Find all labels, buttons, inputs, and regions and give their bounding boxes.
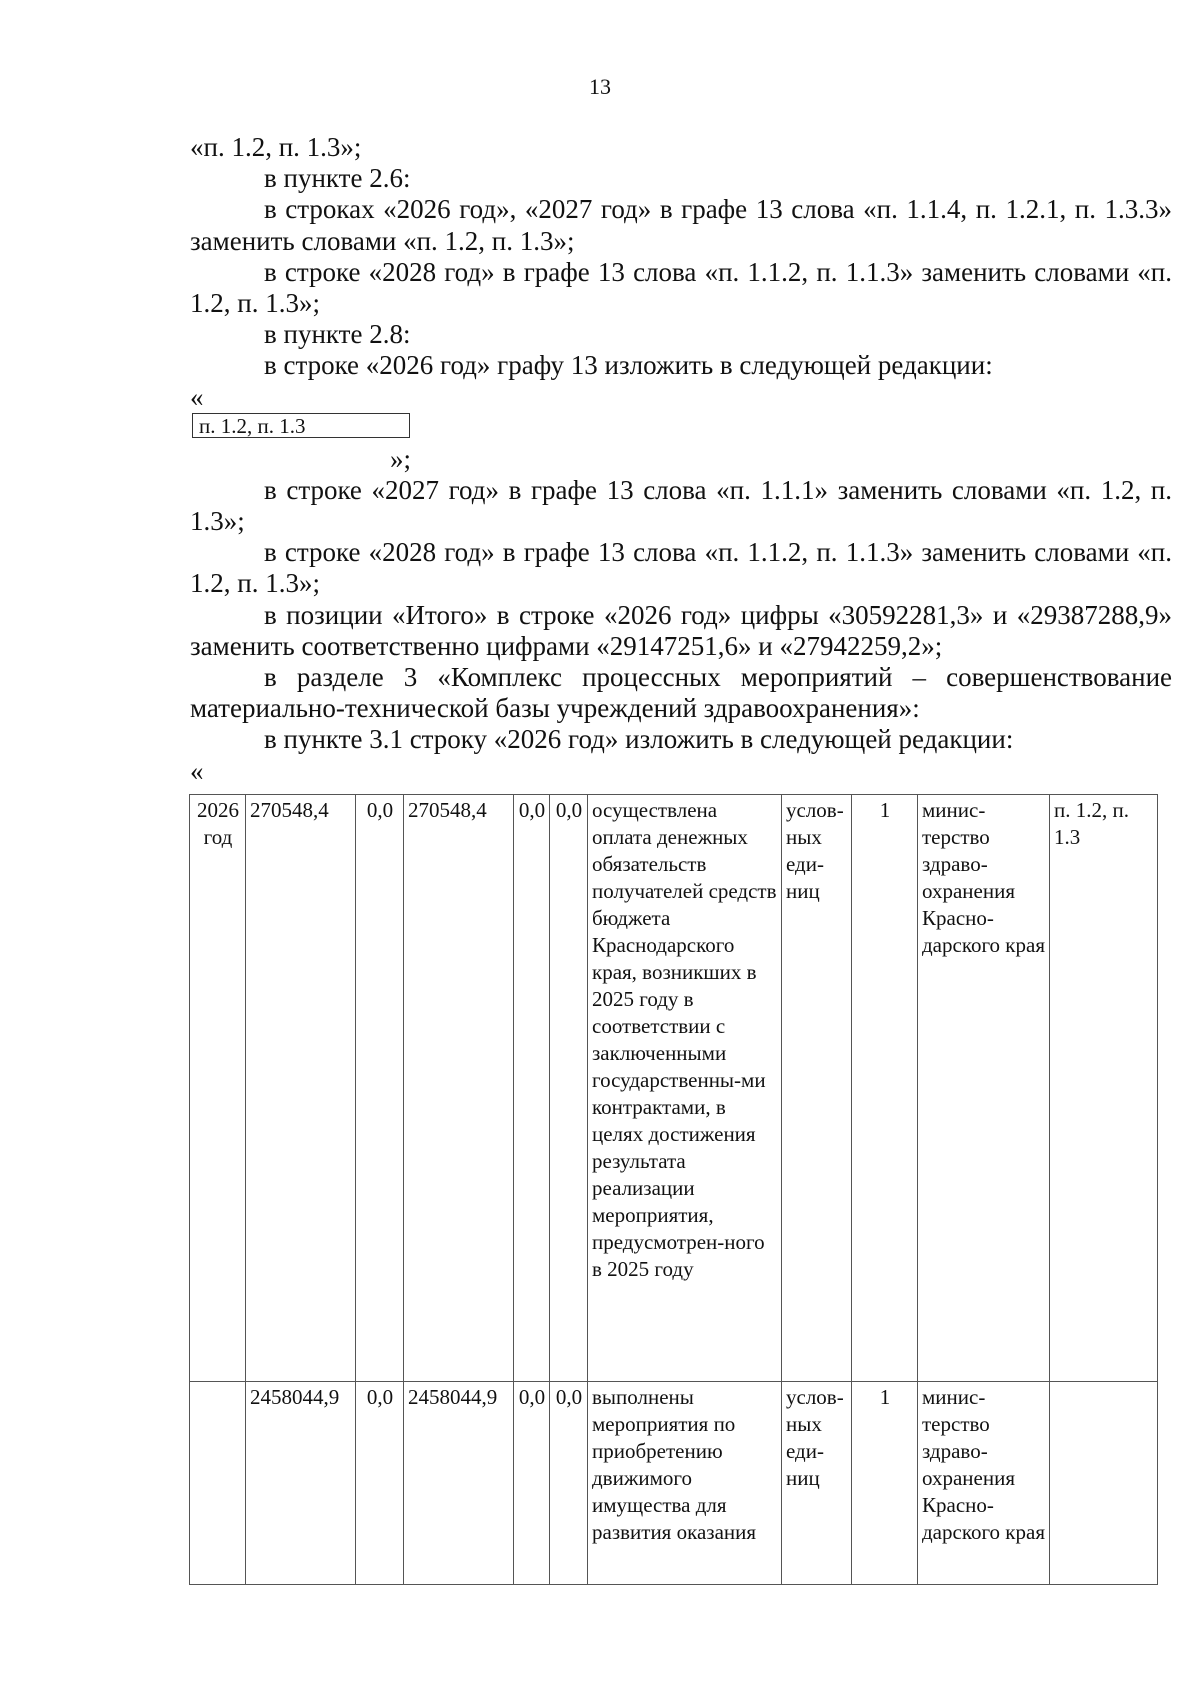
value-cell: 1 [852, 1382, 918, 1585]
amount-cell: 0,0 [514, 795, 550, 1382]
executor-cell: минис-терство здраво-охранения Красно-дарского края [918, 1382, 1050, 1585]
amount-cell: 0,0 [356, 1382, 404, 1585]
total-cell: 270548,4 [246, 795, 356, 1382]
opening-quote: « [190, 381, 204, 412]
paragraph: в позиции «Итого» в строке «2026 год» цифры «30592281,3» и «29387288,9» заменить соответственно цифрами «29147251,6» и «27942259,2»; [190, 599, 1172, 661]
amount-cell: 0,0 [356, 795, 404, 1382]
total-cell: 2458044,9 [246, 1382, 356, 1585]
document-body [190, 132, 1172, 787]
activity-table [189, 794, 1158, 1585]
opening-quote: « [190, 755, 204, 786]
result-cell: выполнены мероприятия по приобретению движимого имущества для развития оказания [588, 1382, 782, 1585]
paragraph: в пункте 3.1 строку «2026 год» изложить в следующей редакции: [264, 724, 1014, 755]
table-row [190, 795, 1158, 1382]
executor-cell: минис-терство здраво-охранения Красно-дарского края [918, 795, 1050, 1382]
amount-cell: 0,0 [550, 1382, 588, 1585]
unit-cell: услов-ных еди-ниц [782, 1382, 852, 1585]
paragraph: «п. 1.2, п. 1.3»; [190, 132, 362, 162]
paragraph: в пункте 2.6: [264, 163, 411, 194]
paragraph: в разделе 3 «Комплекс процессных мероприятий – совершенствование материально-технической базы учреждений здравоохранения»: [190, 662, 1172, 724]
paragraph: в строке «2028 год» в графе 13 слова «п. 1.1.2, п. 1.1.3» заменить словами «п. 1.2, п. 1.3»; [190, 537, 1172, 599]
reference-cell: п. 1.2, п. 1.3 [1050, 795, 1158, 1382]
paragraph: в строке «2028 год» в графе 13 слова «п. 1.1.2, п. 1.1.3» заменить словами «п. 1.2, п. 1.3»; [190, 256, 1172, 319]
paragraph: в строке «2026 год» графу 13 изложить в следующей редакции: [264, 350, 993, 381]
closing-quote: »; [390, 443, 412, 474]
paragraph: в пункте 2.8: [264, 319, 411, 350]
table-row [190, 1382, 1158, 1585]
amount-cell: 0,0 [514, 1382, 550, 1585]
page-number: 13 [589, 74, 611, 99]
year-cell: 2026 год [190, 795, 246, 1382]
value-cell: 1 [852, 795, 918, 1382]
paragraph: в строке «2027 год» в графе 13 слова «п. 1.1.1» заменить словами «п. 1.2, п. 1.3»; [190, 474, 1172, 537]
amount-cell: 270548,4 [404, 795, 514, 1382]
inserted-cell: п. 1.2, п. 1.3 [192, 413, 410, 438]
paragraph: в строках «2026 год», «2027 год» в графе 13 слова «п. 1.1.4, п. 1.2.1, п. 1.3.3» заменить словами «п. 1.2, п. 1.3»; [190, 194, 1172, 256]
reference-cell [1050, 1382, 1158, 1585]
amount-cell: 2458044,9 [404, 1382, 514, 1585]
amount-cell: 0,0 [550, 795, 588, 1382]
unit-cell: услов-ных еди-ниц [782, 795, 852, 1382]
year-cell [190, 1382, 246, 1585]
result-cell: осуществлена оплата денежных обязательств получателей средств бюджета Краснодарского края, возникших в 2025 году в соответствии с заключенными государственны-ми контрактами, в целях достижения результата реализации мероприятия, предусмотрен-ного в 2025 году [588, 795, 782, 1382]
